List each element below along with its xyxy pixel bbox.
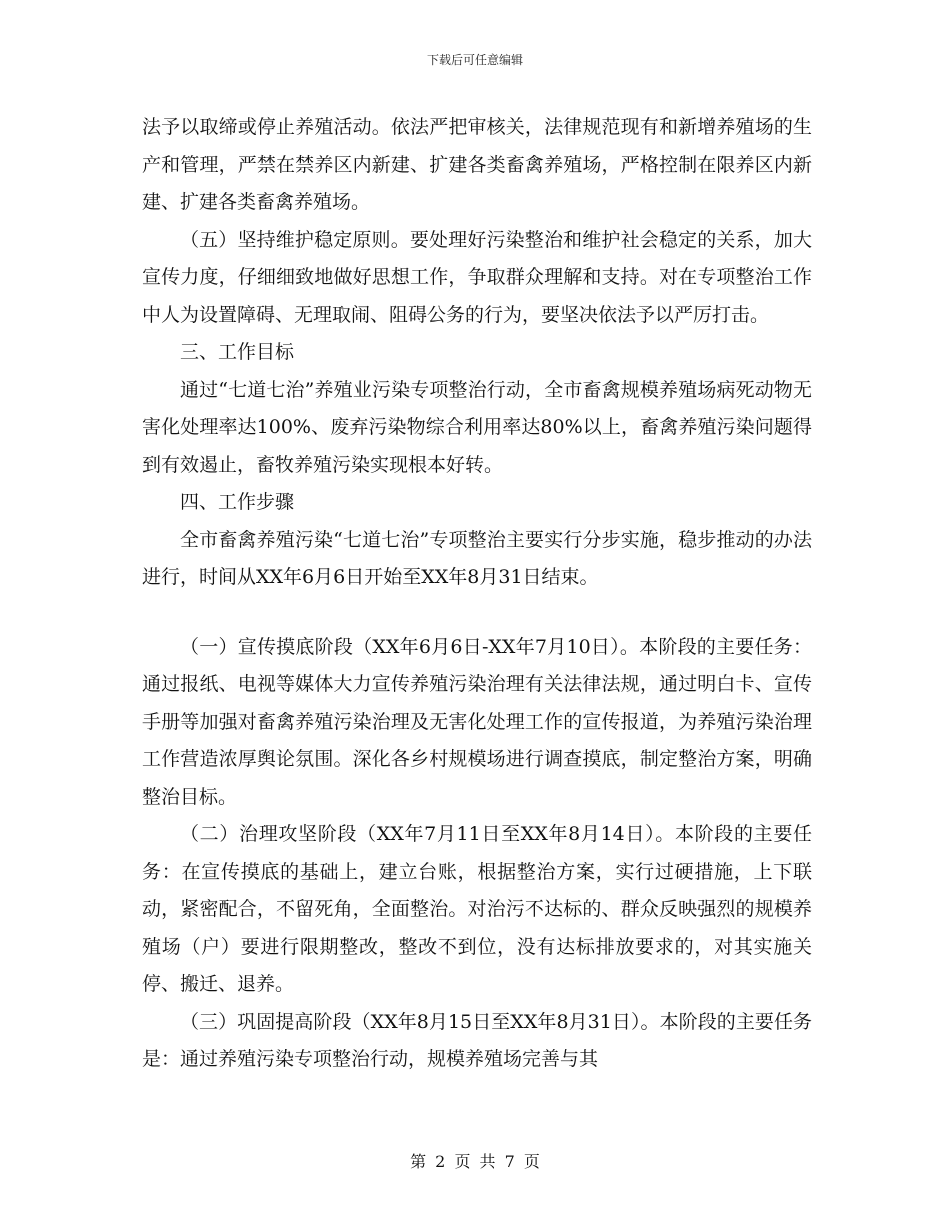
paragraph-phase-one: （一）宣传摸底阶段（XX年6月6日-XX年7月10日）。本阶段的主要任务：通过报纸、电视等媒体大力宣传养殖污染治理有关法律法规，通过明白卡、宣传手册等加强对畜禽养殖污染治理及无害化处理工作的宣传报道，为养殖污染治理工作营造浓厚舆论氛围。深化各乡村规模场进行调查摸底，制定整治方案，明确整治目标。 — [142, 635, 812, 808]
paragraph-phase-two: （二）治理攻坚阶段（XX年7月11日至XX年8月14日）。本阶段的主要任务：在宣传摸底的基础上，建立台账，根据整治方案，实行过硬措施，上下联动，紧密配合，不留死角，全面整治。对治污不达标的、群众反映强烈的规模养殖场（户）要进行限期整改，整改不到位，没有达标排放要求的，对其实施关停、搬迁、退养。 — [142, 823, 812, 995]
paragraph-prohibition: 法予以取缔或停止养殖活动。依法严把审核关，法律规范现有和新增养殖场的生产和管理，严禁在禁养区内新建、扩建各类畜禽养殖场，严格控制在限养区内新建、扩建各类畜禽养殖场。 — [142, 116, 812, 213]
section-heading-steps: 四、工作步骤 — [180, 491, 295, 513]
section-heading-goals: 三、工作目标 — [180, 341, 295, 363]
paragraph-goals: 通过“七道七治”养殖业污染专项整治行动，全市畜禽规模养殖场病死动物无害化处理率达100%、废弃污染物综合利用率达80%以上，畜禽养殖污染问题得到有效遏止，畜牧养殖污染实现根本好转。 — [142, 378, 812, 476]
page-number-footer: 第 2 页 共 7 页 — [410, 1152, 540, 1171]
paragraph-steps-overview: 全市畜禽养殖污染“七道七治”专项整治主要实行分步实施，稳步推动的办法进行，时间从XX年6月6日开始至XX年8月31日结束。 — [142, 528, 812, 588]
document-body — [142, 109, 812, 1079]
page-header: 下载后可任意编辑 — [426, 53, 523, 67]
paragraph-phase-three: （三）巩固提高阶段（XX年8月15日至XX年8月31日）。本阶段的主要任务是：通过养殖污染专项整治行动，规模养殖场完善与其 — [142, 1010, 812, 1070]
paragraph-stability-principle: （五）坚持维护稳定原则。要处理好污染整治和维护社会稳定的关系，加大宣传力度，仔细细致地做好思想工作，争取群众理解和支持。对在专项整治工作中人为设置障碍、无理取闹、阻碍公务的行为，要坚决依法予以严厉打击。 — [142, 228, 812, 326]
